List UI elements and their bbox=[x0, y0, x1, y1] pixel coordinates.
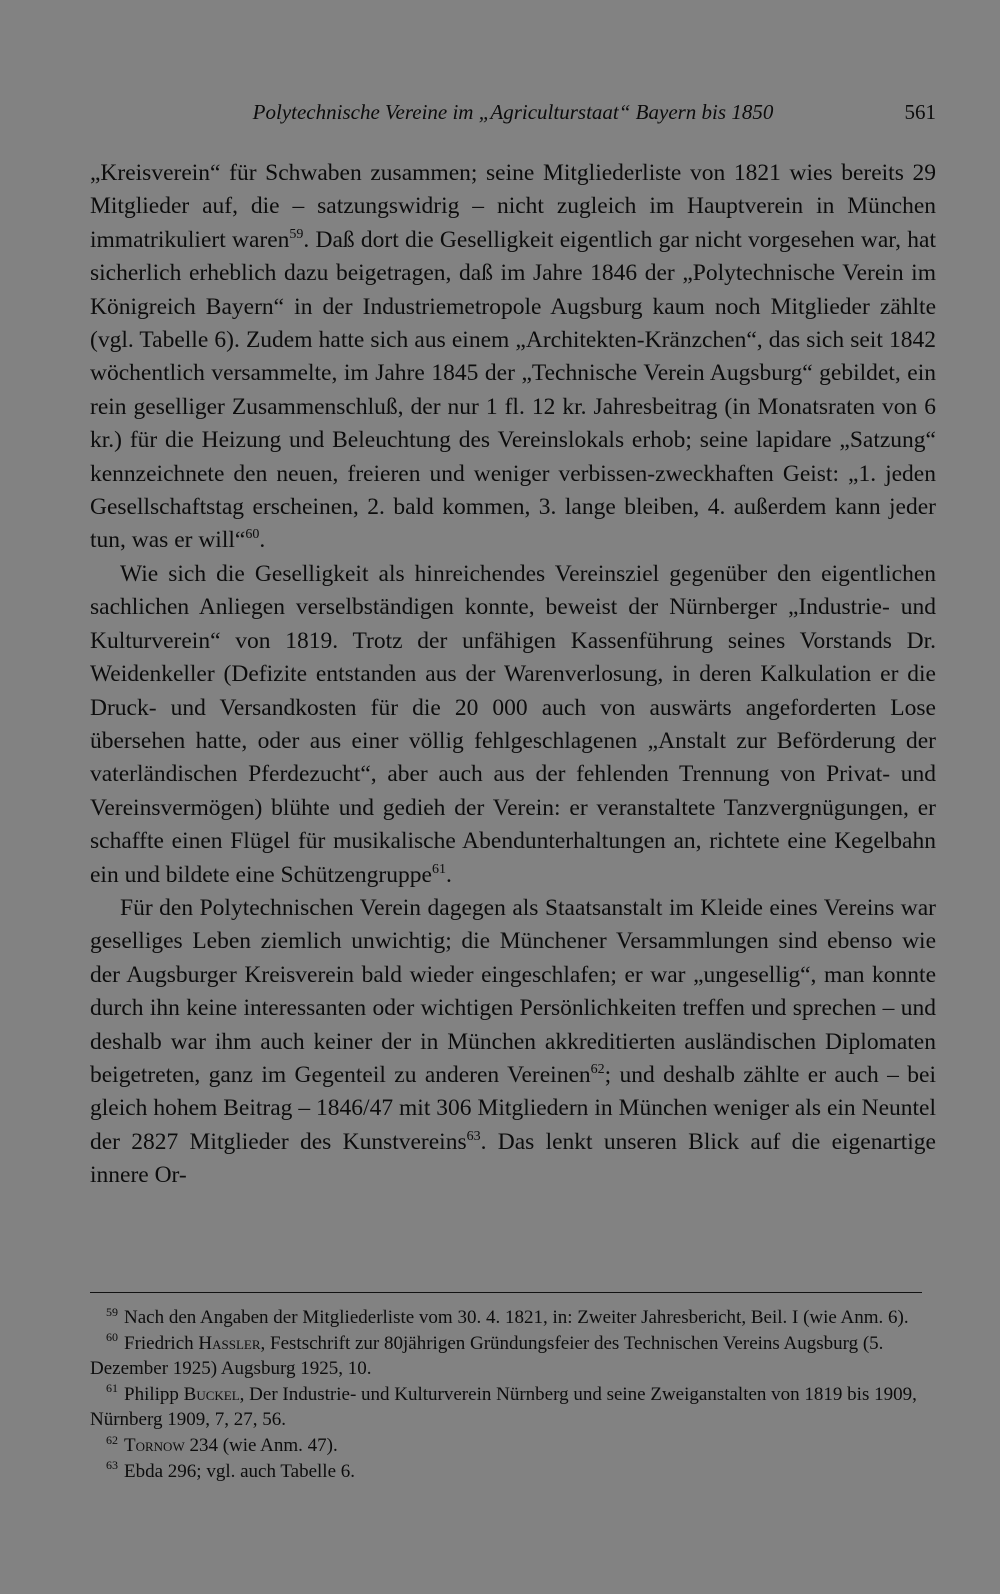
footnote-divider bbox=[90, 1292, 922, 1293]
footnotes bbox=[90, 1305, 936, 1484]
footnote-text: 234 (wie Anm. 47). bbox=[184, 1434, 338, 1456]
paragraph-3-text-b: ; und deshalb zählte er auch – bei gleich hohem Beitrag – 1846/47 mit 306 Mitgliedern in München weniger als ein Neuntel der 2827 Mitglieder des Kunstvereins bbox=[90, 1061, 936, 1155]
footnote-60 bbox=[90, 1331, 936, 1382]
footnote-text: Nach den Angaben der Mitgliederliste vom 30. 4. 1821, in: Zweiter Jahresbericht, Beil. I (wie Anm. 6). bbox=[124, 1307, 909, 1328]
paragraph-3-text-c: . Das lenkt unseren Blick auf die eigenartige innere Or- bbox=[90, 1128, 936, 1189]
footnote-number: 63 bbox=[106, 1458, 118, 1473]
footnote-ref-60: 60 bbox=[245, 527, 260, 543]
page-number: 561 bbox=[904, 100, 936, 124]
footnote-text: , Der Industrie- und Kulturverein Nürnberg und seine Zweiganstalten von 1819 bis 1909, Nürnberg 1909, 7, 27, 56. bbox=[90, 1383, 917, 1431]
paragraph-2-text-b: . bbox=[445, 861, 452, 888]
footnote-number: 61 bbox=[106, 1381, 118, 1396]
paragraph-1-text-b: . Daß dort die Geselligkeit eigentlich gar nicht vorgesehen war, hat sicherlich erheblich dazu beigetragen, daß im Jahre 1846 der „Polytechnische Verein im Königreich Bayern“ in der Industriemetropole Augsburg kaum noch Mitglieder zählte (vgl. Tabelle 6). Zudem hatte sich aus einem „Architekten-Kränzchen“, das sich seit 1842 wöchentlich versammelte, im Jahre 1845 der „Technische Verein Augsburg“ gebildet, ein rein geselliger Zusammenschluß, der nur 1 fl. 12 kr. Jahresbeitrag (in Monatsraten von 6 kr.) für die Heizung und Beleuchtung des Vereinslokals erhob; seine lapidare „Satzung“ kennzeichnete den neuen, freieren und weniger verbissen-zweckhaften Geist: „1. jeden Gesellschaftstag erscheinen, 2. bald kommen, 3. lange bleiben, 4. außerdem kann jeder tun, was er will“ bbox=[90, 226, 936, 554]
paragraph-3-text-a: Für den Polytechnischen Verein dagegen als Staatsanstalt im Kleide eines Vereins war geselliges Leben ziemlich unwichtig; die Münchener Versammlungen sind ebenso wie der Augsburger Kreisverein bald wieder eingeschlafen; er war „ungesellig“, man konnte durch ihn keine interessanten oder wichtigen Persönlichkeiten treffen und sprechen – und deshalb war ihm auch keiner der in München akkreditierten ausländischen Diplomaten beigetreten, ganz im Gegenteil zu anderen Vereinen bbox=[90, 894, 936, 1088]
paragraph-3 bbox=[90, 892, 936, 1193]
footnote-number: 59 bbox=[106, 1304, 118, 1319]
footnote-63 bbox=[90, 1459, 936, 1485]
footnote-61 bbox=[90, 1382, 936, 1433]
paragraph-1-text-a: „Kreisverein“ für Schwaben zusammen; seine Mitgliederliste von 1821 wies bereits 29 Mitglieder auf, die – satzungswidrig – nicht zugleich im Hauptverein in München immatrikuliert waren bbox=[90, 160, 936, 253]
footnote-author: Buckel bbox=[183, 1383, 240, 1405]
footnote-62 bbox=[90, 1433, 936, 1459]
running-head bbox=[90, 94, 936, 130]
footnote-59 bbox=[90, 1305, 936, 1331]
footnote-author-prefix: Philipp bbox=[124, 1383, 184, 1405]
footnote-ref-63: 63 bbox=[466, 1128, 481, 1144]
footnote-author: Hassler bbox=[198, 1332, 261, 1354]
footnote-text: Ebda 296; vgl. auch Tabelle 6. bbox=[124, 1460, 356, 1482]
footnote-ref-62: 62 bbox=[590, 1062, 605, 1078]
footnote-ref-61: 61 bbox=[431, 861, 446, 877]
footnote-number: 60 bbox=[106, 1330, 118, 1345]
paragraph-2-text-a: Wie sich die Geselligkeit als hinreichendes Vereinsziel gegenüber den eigentlichen sachlichen Anliegen verselbständigen konnte, beweist der Nürnberger „Industrie- und Kulturverein“ von 1819. Trotz der unfähigen Kassenführung seines Vorstands Dr. Weidenkeller (Defizite entstanden aus der Warenverlosung, in deren Kalkulation er die Druck- und Versandkosten für die 20 000 auch von auswärts angeforderten Lose übersehen hatte, oder aus einer völlig fehlgeschlagenen „Anstalt zur Beförderung der vaterländischen Pferdezucht“, aber auch aus der fehlenden Trennung von Privat- und Vereinsvermögen) blühte und gedieh der Verein: er veranstaltete Tanzvergnügungen, er schaffte einen Flügel für musikalische Abendunterhaltungen an, richtete eine Kegelbahn ein und bildete eine Schützengruppe bbox=[90, 560, 936, 888]
footnote-text: , Festschrift zur 80jährigen Gründungsfeier des Technischen Vereins Augsburg (5. Dezember 1925) Augsburg 1925, 10. bbox=[90, 1332, 884, 1380]
footnote-number: 62 bbox=[106, 1432, 118, 1447]
body-text bbox=[90, 157, 936, 1193]
paragraph-1-text-c: . bbox=[259, 527, 266, 554]
footnote-ref-59: 59 bbox=[289, 226, 304, 242]
paragraph-2 bbox=[90, 558, 936, 892]
running-title: Polytechnische Vereine im „Agriculturstaat“ Bayern bis 1850 bbox=[252, 100, 774, 124]
paragraph-1 bbox=[90, 157, 936, 558]
footnote-author: Tornow bbox=[124, 1434, 185, 1456]
footnote-author-prefix: Friedrich bbox=[124, 1332, 199, 1354]
